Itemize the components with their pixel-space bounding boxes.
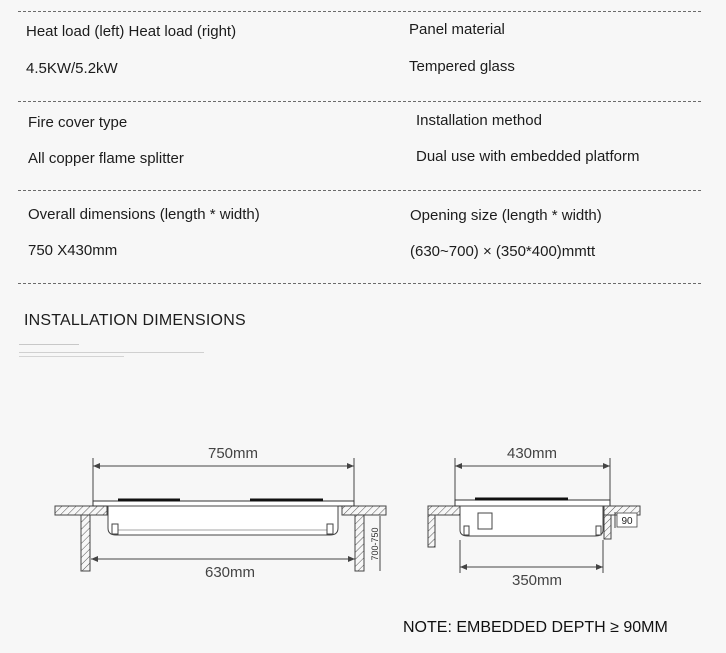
spec-opening-size-value: (630~700) × (350*400)mmtt [410,243,596,260]
divider-2 [18,190,701,191]
arrow-icon [596,564,603,570]
cutout-length-label: 630mm [204,564,256,581]
fine-print-line [19,352,204,353]
hob-foot [327,524,333,534]
hob-foot [112,524,118,534]
divider-top [18,11,701,12]
fine-print-line [19,344,79,345]
arrow-icon [91,556,98,562]
spec-installation-method-label: Installation method [416,112,542,129]
cabinet-wall-left [81,515,90,571]
cabinet-wall-left [428,515,435,547]
hob-body [108,506,338,535]
counter-left [428,506,460,515]
overall-length-label: 750mm [207,445,259,462]
cutout-width-label: 350mm [511,572,563,589]
glass-panel [455,500,610,506]
spec-overall-dimensions-value: 750 X430mm [28,242,118,259]
embedded-depth-note: NOTE: EMBEDDED DEPTH ≥ 90MM [403,619,668,636]
divider-1 [18,101,701,102]
spec-fire-cover-label: Fire cover type [28,114,128,131]
spec-installation-method-value: Dual use with embedded platform [416,148,640,165]
spec-fire-cover-value: All copper flame splitter [28,150,184,167]
arrow-icon [348,556,355,562]
arrow-icon [460,564,467,570]
spec-panel-material-label: Panel material [409,21,505,38]
countertop-left [55,506,107,515]
front-view-diagram [50,440,390,590]
cabinet-wall-right [604,515,611,539]
embed-depth-label: 90 [621,516,633,527]
knob-box [478,513,492,529]
cabinet-wall-right [355,515,364,571]
spec-opening-size-label: Opening size (length * width) [410,207,602,224]
hob-foot [596,526,601,535]
arrow-icon [347,463,354,469]
countertop-right [342,506,386,515]
side-view-diagram [420,440,645,590]
cabinet-height-label: 700-750 [370,527,380,561]
arrow-icon [93,463,100,469]
overall-width-label: 430mm [506,445,558,462]
spec-overall-dimensions-label: Overall dimensions (length * width) [28,206,260,223]
spec-heat-load-value: 4.5KW/5.2kW [26,60,118,77]
arrow-icon [603,463,610,469]
glass-panel [93,501,354,506]
hob-foot [464,526,469,535]
spec-panel-material-value: Tempered glass [409,58,515,75]
divider-3 [18,283,701,284]
arrow-icon [455,463,462,469]
fine-print-line [19,356,124,357]
section-title: INSTALLATION DIMENSIONS [24,312,246,329]
spec-heat-load-label: Heat load (left) Heat load (right) [26,23,237,40]
